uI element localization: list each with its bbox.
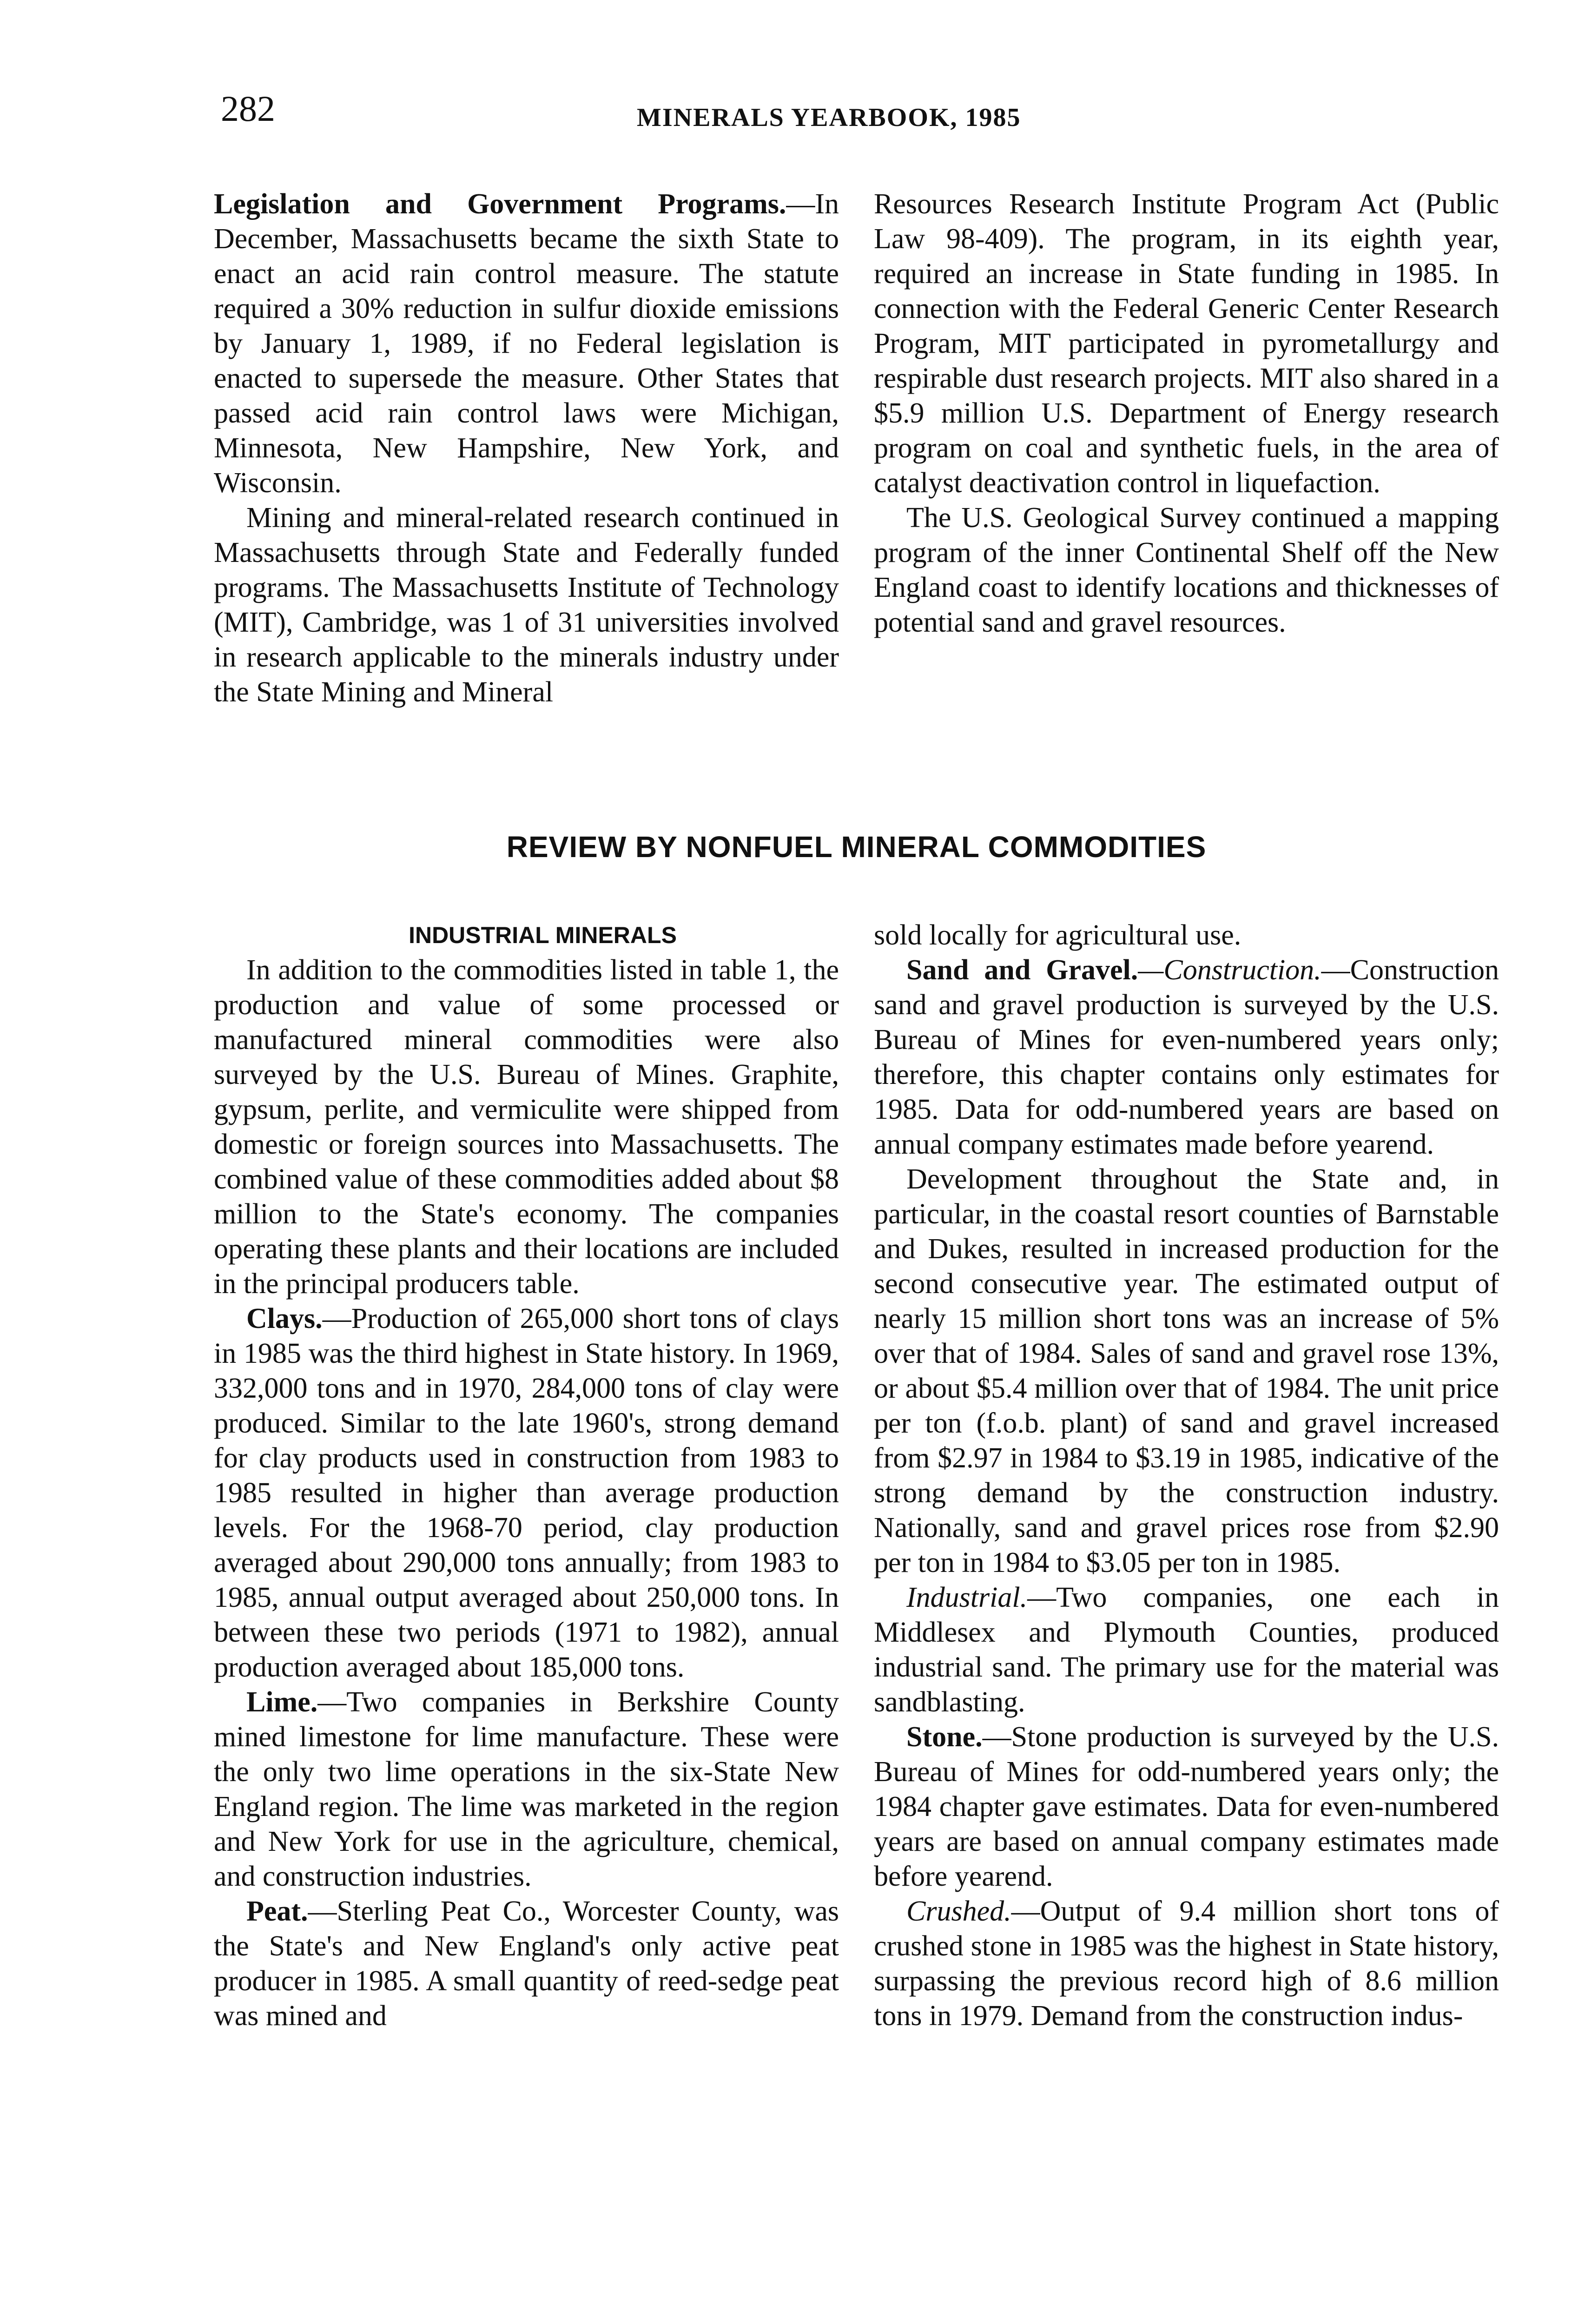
section-heading: REVIEW BY NONFUEL MINERAL COMMODITIES: [506, 830, 1207, 864]
paragraph: [214, 1685, 839, 1894]
paragraph-text: —Production of 265,000 short tons of clays in 1985 was the third highest in State history. In 1969, 332,000 tons and in 1970, 284,000 tons of clay were produced. Similar to the late 1960's, strong demand for clay products used in construction from 1983 to 1985 resulted in higher than average production levels. For the 1968-70 period, clay production averaged about 290,000 tons annually; from 1983 to 1985, annual output averaged about 250,000 tons. In between these two periods (1971 to 1982), annual production averaged about 185,000 tons.: [214, 1303, 839, 1683]
paragraph: Mining and mineral-related research continued in Massachusetts through State and Federally funded programs. The Massachusetts Institute of Technology (MIT), Cambridge, was 1 of 31 universities involved in research applicable to the minerals industry under the State Mining and Mineral: [214, 502, 839, 708]
paragraph: In addition to the commodities listed in table 1, the production and value of some processed or manufactured mineral commodities were also surveyed by the U.S. Bureau of Mines. Graphite, gypsum, perlite, and vermiculite were shipped from domestic or foreign sources into Massachusetts. The combined value of these commodities added about $8 million to the State's economy. The companies operating these plants and their locations are included in the principal producers table.: [214, 954, 839, 1300]
paragraph: [874, 953, 1499, 1162]
paragraph: [874, 1720, 1499, 1894]
paragraph: Development throughout the State and, in particular, in the coastal resort counties of Barnstable and Dukes, resulted in increased production for the second consecutive year. The estimated output of nearly 15 million short tons was an increase of 5% over that of 1984. Sales of sand and gravel rose 13%, or about $5.4 million over that of 1984. The unit price per ton (f.o.b. plant) of sand and gravel increased from $2.97 in 1984 to $3.19 in 1985, indicative of the strong demand by the construction industry. Nationally, sand and gravel prices rose from $2.90 per ton in 1984 to $3.05 per ton in 1985.: [874, 1163, 1499, 1578]
run-in-heading: Legislation and Government Programs.: [214, 188, 786, 220]
sub-heading: INDUSTRIAL MINERALS: [409, 922, 677, 948]
paragraph-text: —Construction sand and gravel production is surveyed by the U.S. Bureau of Mines for even-numbered years only; therefore, this chapter contains only estimates for 1985. Data for odd-numbered years are based on annual company estimates made before yearend.: [874, 954, 1499, 1160]
run-in-subheading: Industrial.: [906, 1582, 1028, 1613]
run-in-heading: Peat.: [246, 1895, 308, 1927]
paragraph-text: —Two companies, one each in Middlesex and Plymouth Counties, produced industrial sand. The primary use for the material was sandblasting.: [874, 1582, 1499, 1718]
run-in-subheading: Crushed.: [906, 1895, 1011, 1927]
run-in-heading: Clays.: [246, 1303, 323, 1334]
paragraph-text: —Sterling Peat Co., Worcester County, was the State's and New England's only active peat producer in 1985. A small quantity of reed-sedge peat was mined and: [214, 1895, 839, 2032]
paragraph: [874, 1580, 1499, 1720]
top-left-column: [214, 187, 839, 710]
top-right-column: [874, 187, 1499, 640]
running-head: MINERALS YEARBOOK, 1985: [637, 103, 1021, 132]
run-in-heading: Sand and Gravel.: [906, 954, 1138, 986]
paragraph: [214, 187, 839, 501]
run-in-heading: Stone.: [906, 1721, 983, 1753]
bottom-right-column: [874, 918, 1499, 2034]
paragraph-text: —Output of 9.4 million short tons of crushed stone in 1985 was the highest in State history, surpassing the previous record high of 8.6 million tons in 1979. Demand from the construction indus-: [874, 1895, 1499, 2032]
bottom-left-column: [214, 918, 839, 2034]
paragraph-text: —In December, Massachusetts became the sixth State to enact an acid rain control measure. The statute required a 30% reduction in sulfur dioxide emissions by January 1, 1989, if no Federal legislation is enacted to supersede the measure. Other States that passed acid rain control laws were Michigan, Minnesota, New Hampshire, New York, and Wisconsin.: [214, 188, 839, 499]
paragraph: Resources Research Institute Program Act (Public Law 98-409). The program, in its eighth year, required an increase in State funding in 1985. In connection with the Federal Generic Center Research Program, MIT participated in pyrometallurgy and respirable dust research projects. MIT also shared in a $5.9 million U.S. Department of Energy research program on coal and synthetic fuels, in the area of catalyst deactivation control in liquefaction.: [874, 188, 1499, 499]
page-number: 282: [221, 88, 275, 129]
paragraph: sold locally for agricultural use.: [874, 919, 1242, 951]
paragraph: [214, 1301, 839, 1685]
paragraph-text: —Two companies in Berkshire County mined limestone for lime manufacture. These were the only two lime operations in the six-State New England region. The lime was marketed in the region and New York for use in the agriculture, chemical, and construction industries.: [214, 1686, 839, 1892]
run-in-subheading: —Construction.: [1138, 954, 1321, 986]
paragraph-text: —Stone production is surveyed by the U.S. Bureau of Mines for odd-numbered years only; the 1984 chapter gave estimates. Data for even-numbered years are based on annual company estimates made before yearend.: [874, 1721, 1499, 1892]
run-in-heading: Lime.: [246, 1686, 318, 1718]
paragraph: [874, 1894, 1499, 2034]
paragraph: The U.S. Geological Survey continued a mapping program of the inner Continental Shelf off the New England coast to identify locations and thicknesses of potential sand and gravel resources.: [874, 502, 1499, 638]
paragraph: [214, 1894, 839, 2034]
